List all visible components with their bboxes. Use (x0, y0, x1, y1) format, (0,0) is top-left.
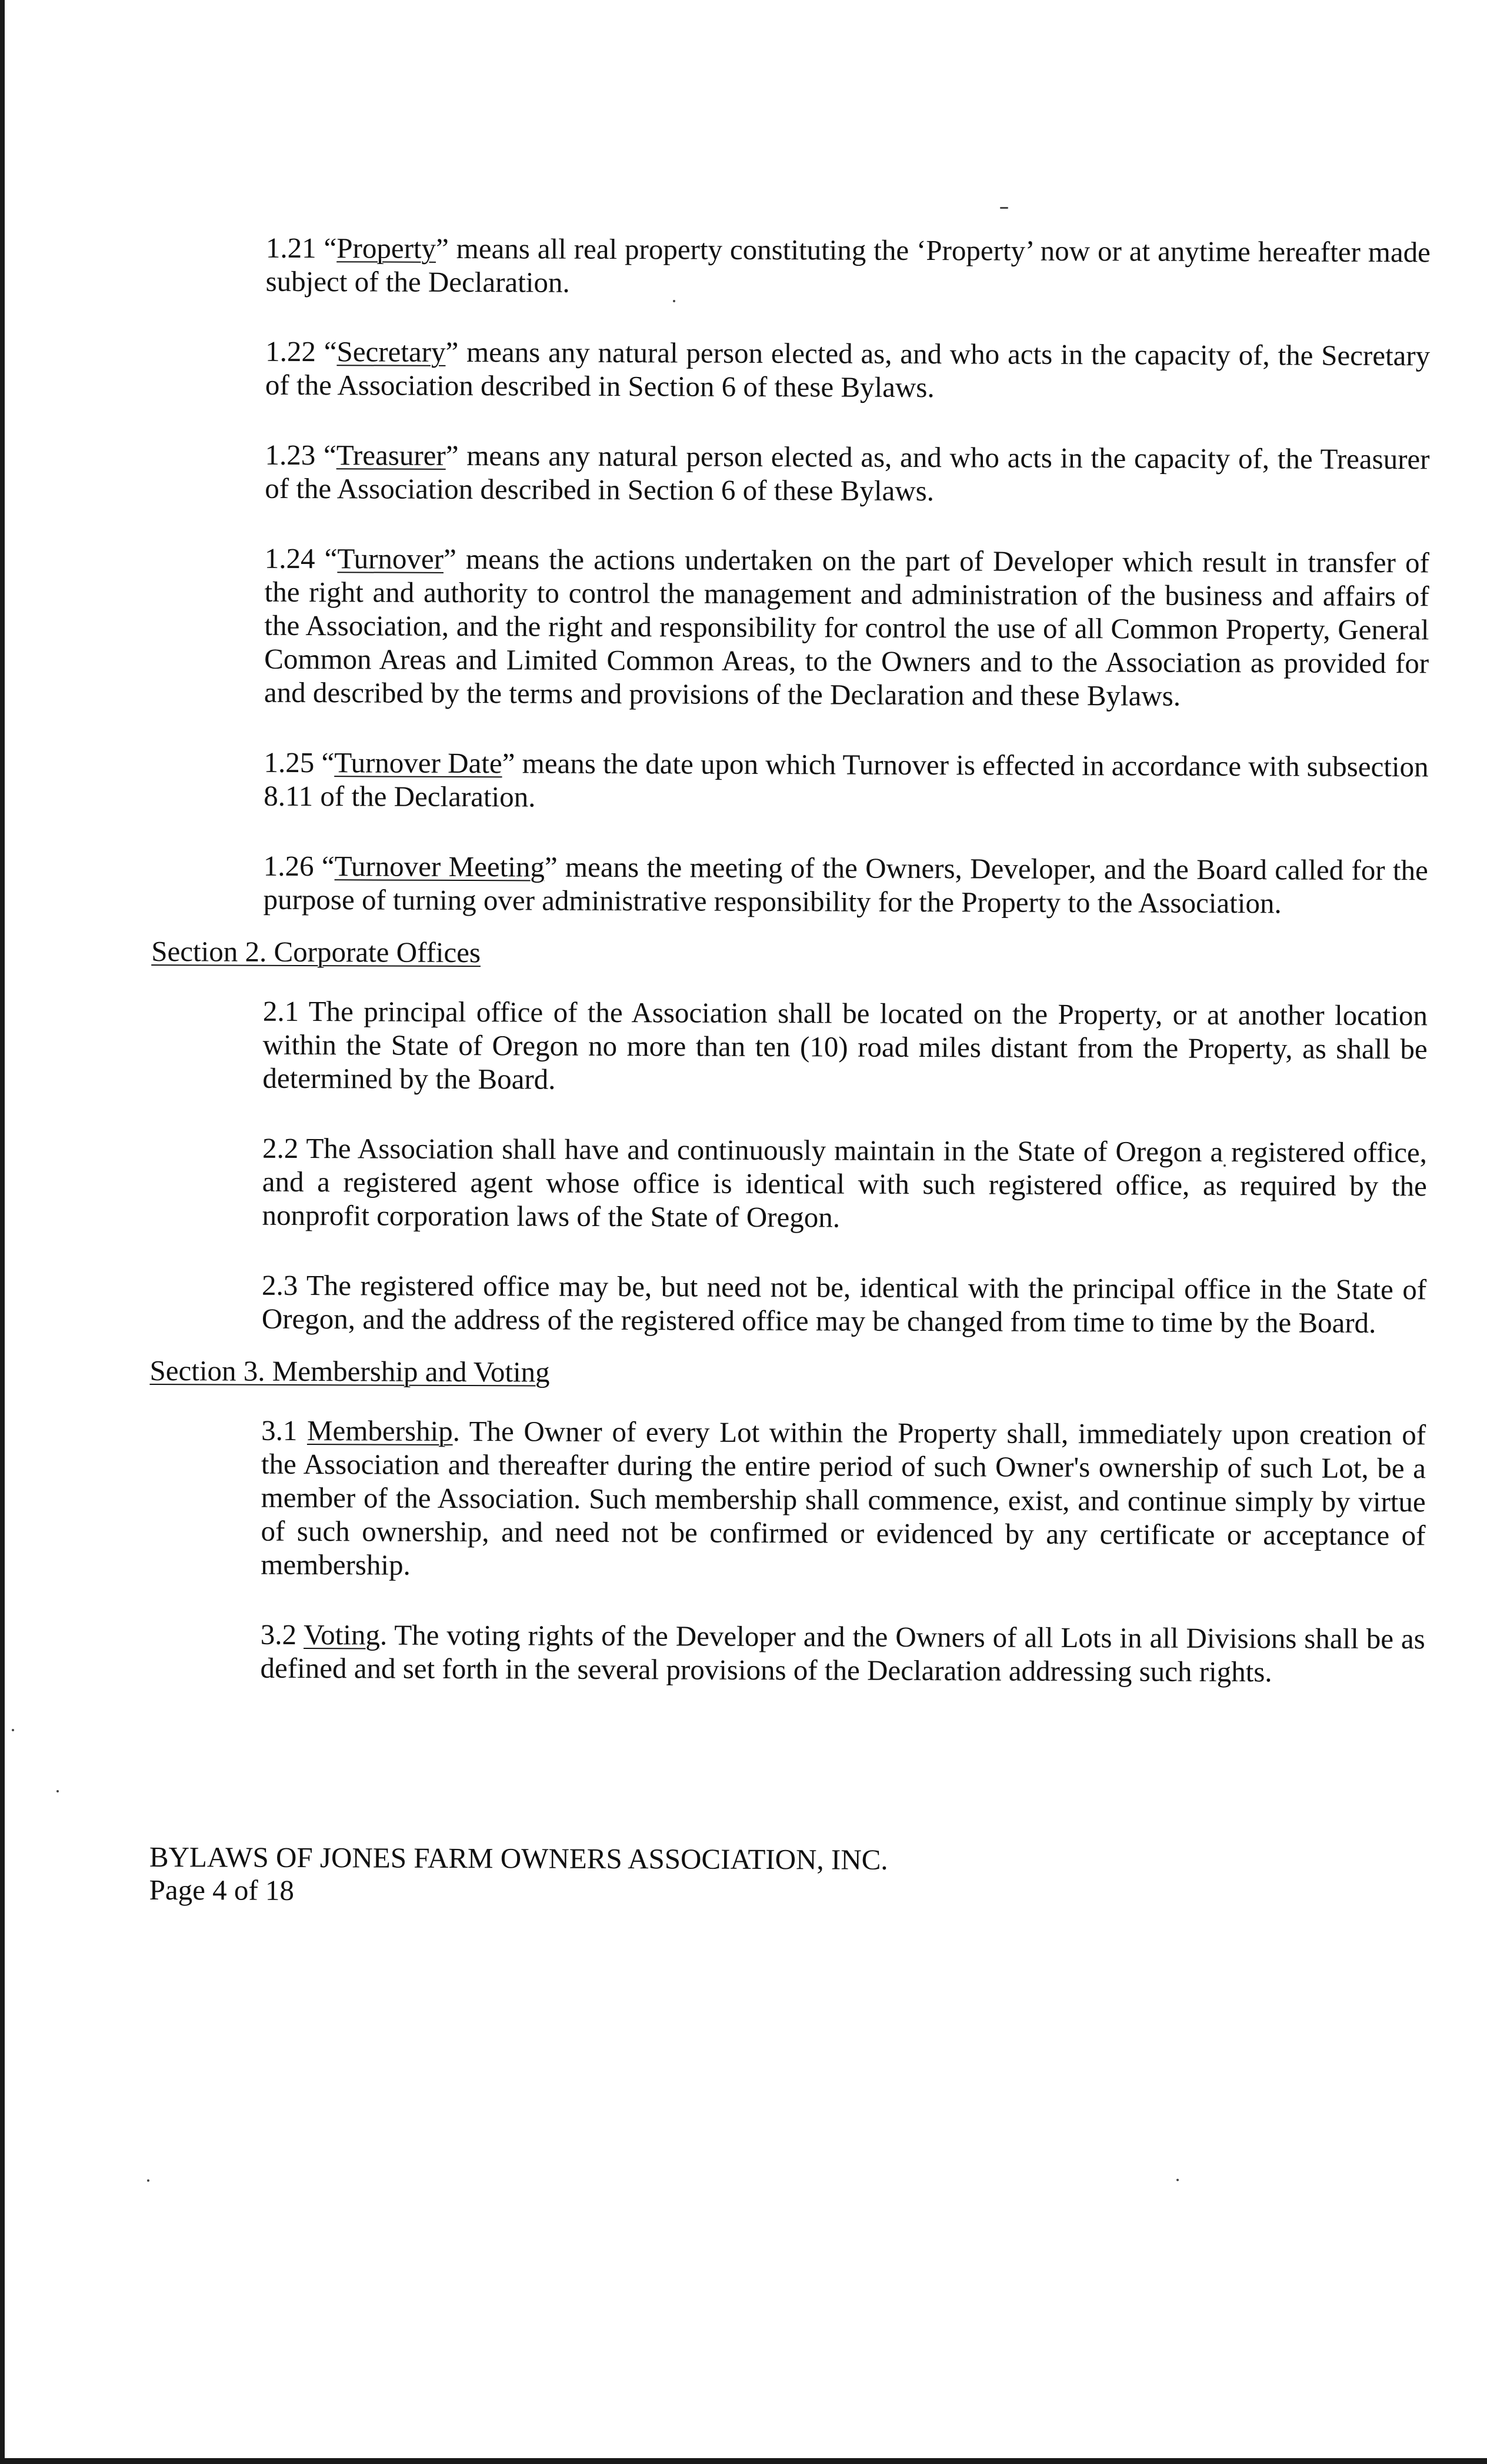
close-quote: ” (443, 542, 456, 575)
definition-1-24 (152, 541, 1429, 713)
clause-number: 1.24 (264, 542, 315, 575)
defined-term: Treasurer (336, 439, 446, 472)
clause-number: 1.21 (265, 231, 316, 265)
close-quote: ” (502, 747, 515, 780)
clause-3-2 (149, 1617, 1425, 1689)
close-quote: ” (445, 439, 459, 472)
clause-text: . The voting rights of the Developer and the Owners of all Lots in all Divisions shall be as defined and set forth in the several provisions of the Declaration addressing such rights. (260, 1618, 1425, 1688)
clause-number: 3.2 (260, 1618, 297, 1651)
definition-1-22 (154, 334, 1430, 406)
footer-page-number: Page 4 of 18 (149, 1873, 295, 1907)
scan-speck (56, 1790, 59, 1792)
definition-text: means all real property constituting the ‘Property’ now or at anytime hereafter made subject of the Declaration. (265, 232, 1431, 299)
open-quote: “ (324, 232, 337, 265)
open-quote: “ (324, 335, 337, 368)
document-body (148, 231, 1431, 1725)
scan-speck (1176, 2179, 1179, 2181)
clause-title: Membership (306, 1414, 453, 1447)
open-quote: “ (321, 746, 335, 779)
definition-1-25 (152, 745, 1428, 817)
clause-number: 1.22 (265, 335, 316, 368)
section-2-heading: Section 2. Corporate Offices (151, 934, 481, 969)
definition-text: means the actions undertaken on the part of Developer which result in transfer of the right and authority to control the management and administration of the business and affairs of the Association, and the right and responsibility for control the use of all Common Property, General Common Areas and Limited Common Areas, to the Owners and to the Association as provided for and described by the terms and provisions of the Declaration and these Bylaws. (264, 542, 1429, 712)
scan-speck (12, 1729, 14, 1731)
clause-2-1: 2.1 The principal office of the Association shall be located on the Property, or at another location within the State of Oregon no more than ten (10) road miles distant from the Property, as shall be determined by the Board. (262, 994, 1428, 1096)
footer-document-title: BYLAWS OF JONES FARM OWNERS ASSOCIATION, INC. (149, 1841, 888, 1876)
definition-1-21 (154, 231, 1431, 302)
defined-term: Turnover (337, 542, 444, 575)
clause-3-1 (149, 1413, 1426, 1585)
defined-term: Property (336, 232, 436, 265)
section-3-heading: Section 3. Membership and Voting (149, 1354, 550, 1388)
scan-left-border (0, 0, 5, 2464)
scan-speck (147, 2179, 149, 2182)
defined-term: Turnover Date (334, 746, 502, 780)
defined-term: Turnover Meeting (334, 850, 545, 883)
clause-number: 3.1 (261, 1414, 298, 1447)
definition-text: means any natural person elected as, and who acts in the capacity of, the Treasurer of the Association described in Section 6 of these Bylaws. (265, 439, 1430, 508)
close-quote: ” (544, 850, 558, 883)
clause-title: Voting (304, 1618, 381, 1651)
open-quote: “ (324, 542, 338, 575)
open-quote: “ (323, 439, 336, 472)
open-quote: “ (321, 850, 335, 883)
clause-text: . The Owner of every Lot within the Property shall, immediately upon creation of the Association and thereafter during the entire period of such Owner's ownership of such Lot, be a member of the Association. Such membership shall commence, exist, and continue simply by virtue of such ownership, and need not be confirmed or evidenced by any certificate or acceptance of membership. (261, 1414, 1426, 1581)
page-footer (149, 1841, 888, 1909)
defined-term: Secretary (336, 335, 446, 368)
definition-1-26 (152, 849, 1428, 920)
clause-number: 1.25 (264, 746, 315, 779)
clause-2-3: 2.3 The registered office may be, but need not be, identical with the principal office in the State of Oregon, and the address of the registered office may be changed from time to time by the Board. (261, 1268, 1427, 1339)
scan-bottom-border (0, 2458, 1487, 2464)
definition-text: means the date upon which Turnover is effected in accordance with subsection 8.11 of the Declaration. (264, 747, 1429, 813)
close-quote: ” (435, 232, 449, 265)
definition-text: means the meeting of the Owners, Developer, and the Board called for the purpose of turning over administrative responsibility for the Property to the Association. (263, 850, 1428, 920)
clause-2-2: 2.2 The Association shall have and continuously maintain in the State of Oregon a registered office, and a registered agent whose office is identical with such registered office, as required by the nonprofit corporation laws of the State of Oregon. (262, 1131, 1428, 1234)
clause-number: 1.23 (265, 438, 316, 472)
definition-text: means any natural person elected as, and who acts in the capacity of, the Secretary of the Association described in Section 6 of these Bylaws. (265, 335, 1431, 404)
definition-1-23 (153, 438, 1429, 509)
clause-number: 1.26 (263, 849, 314, 883)
scan-speck (1000, 207, 1008, 209)
close-quote: ” (445, 335, 459, 368)
